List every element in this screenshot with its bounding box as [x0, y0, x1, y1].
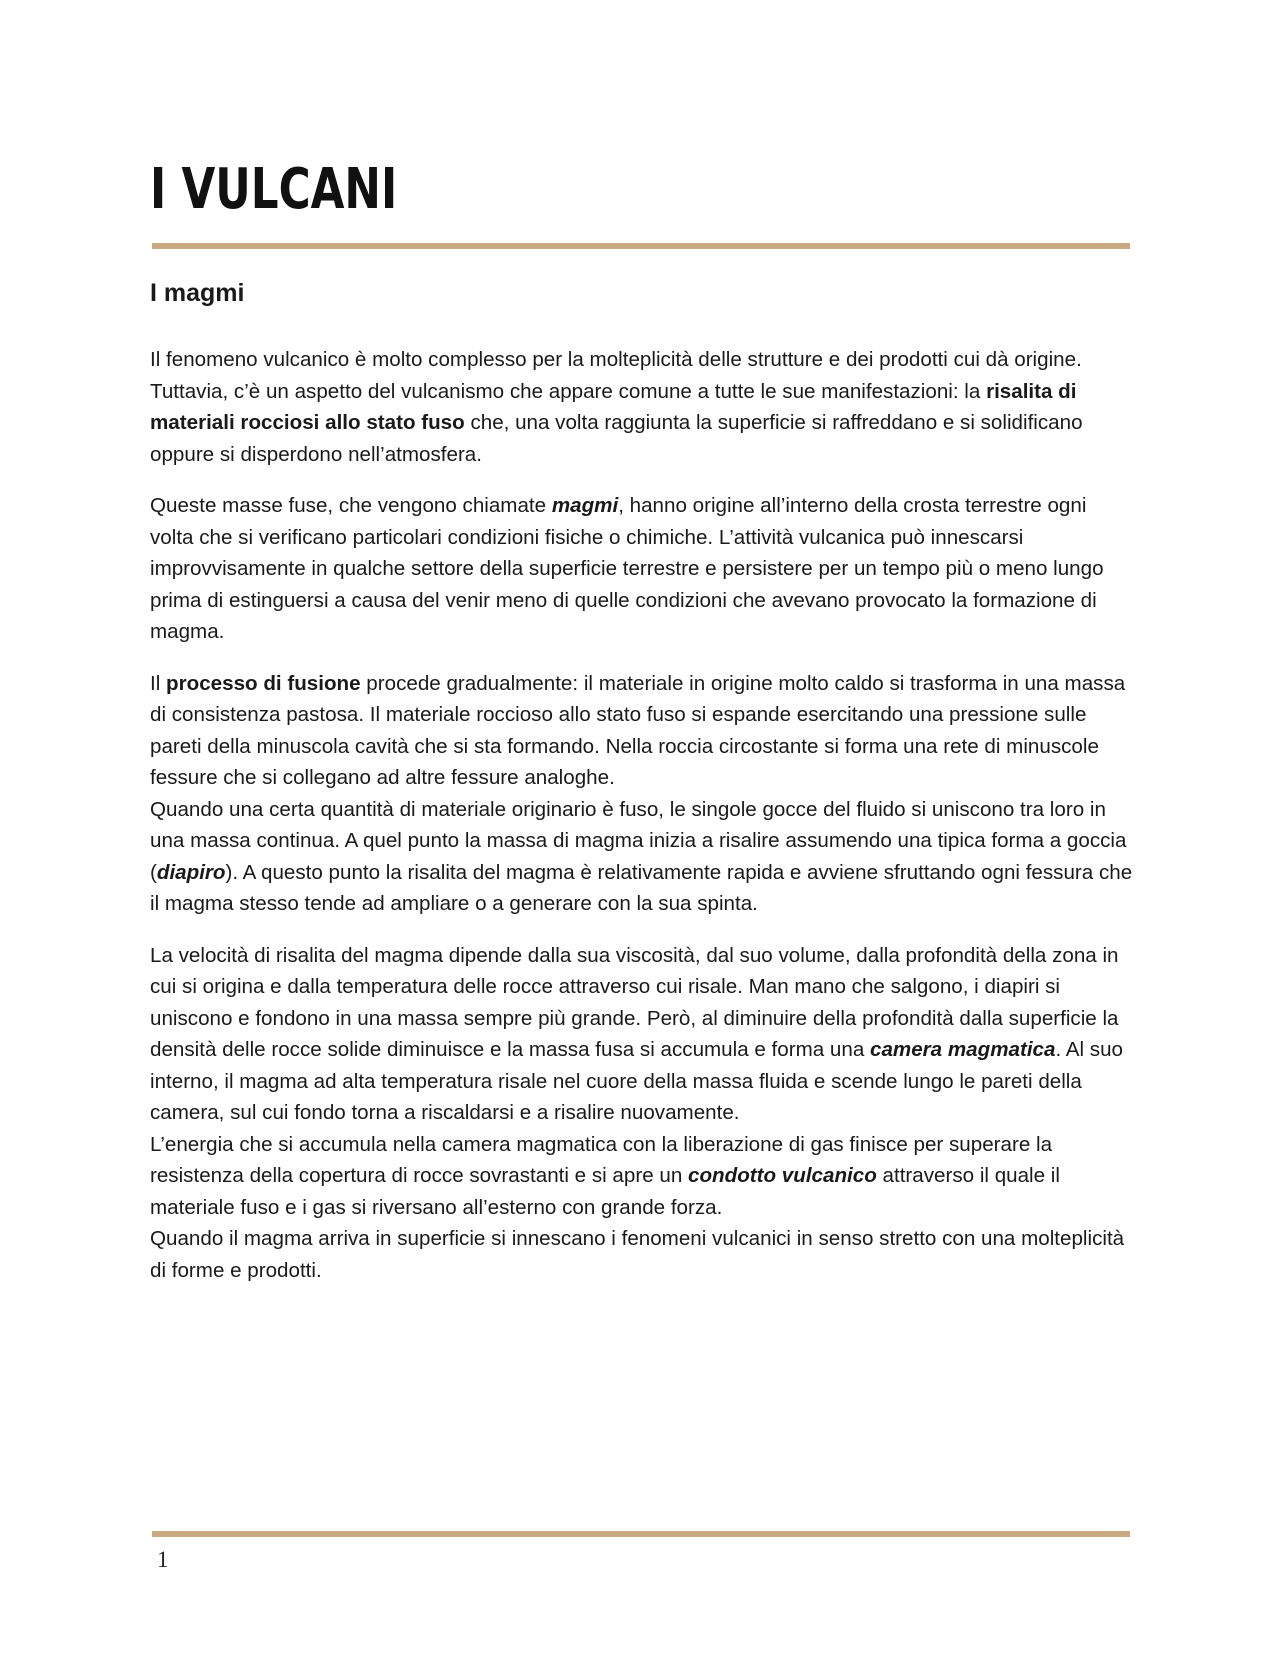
paragraph	[150, 668, 1135, 920]
body-text	[150, 344, 1135, 1306]
paragraph	[150, 344, 1135, 470]
section-heading: I magmi	[150, 279, 245, 307]
paragraph-text: L’energia che si accumula nella camera magmatica con la liberazione di gas finisce per superare la resistenza della copertura di rocce sovrastanti e si apre un	[150, 1132, 1053, 1187]
bold-phrase: risalita di materiali rocciosi allo stato fuso	[150, 379, 1077, 434]
paragraph-text: ). A questo punto la risalita del magma è relativamente rapida e avviene sfruttando ogni fessura che il magma stesso tende ad ampliare o a generare con la sua spinta.	[150, 860, 1133, 915]
footer-divider	[152, 1531, 1130, 1537]
page-number: 1	[157, 1547, 169, 1572]
paragraph-text: , hanno origine all’interno della crosta terrestre ogni volta che si verificano particolari condizioni fisiche o chimiche. L’attività vulcanica può innescarsi improvvisamente in qualche settore della superficie terrestre e persistere per un tempo più o meno lungo prima di estinguersi a causa del venir meno di quelle condizioni che avevano provocato la formazione di magma.	[150, 494, 1104, 643]
paragraph-text: Quando una certa quantità di materiale originario è fuso, le singole gocce del fluido si uniscono tra loro in una massa continua. A quel punto la massa di magma inizia a risalire assumendo una tipica forma a goccia (	[150, 797, 1127, 884]
bold-italic-term: condotto vulcanico	[688, 1164, 877, 1187]
paragraph	[150, 490, 1135, 648]
title-divider	[152, 243, 1130, 249]
paragraph-text: procede gradualmente: il materiale in origine molto caldo si trasforma in una massa di consistenza pastosa. Il materiale roccioso allo stato fuso si espande esercitando una pressione sulle pareti della minuscola cavità che si sta formando. Nella roccia circostante si forma una rete di minuscole fessure che si collegano ad altre fessure analoghe.	[150, 671, 1126, 789]
page-title: I VULCANI	[150, 157, 398, 222]
paragraph-text: che, una volta raggiunta la superficie si raffreddano e si solidificano oppure si disperdono nell’atmosfera.	[150, 411, 1083, 466]
paragraph-text: . Al suo interno, il magma ad alta temperatura risale nel cuore della massa fluida e scende lungo le pareti della camera, sul cui fondo torna a riscaldarsi e a risalire nuovamente.	[150, 1038, 1124, 1124]
paragraph	[150, 940, 1135, 1287]
paragraph-text: Il fenomeno vulcanico è molto complesso per la molteplicità delle strutture e dei prodotti cui dà origine. Tuttavia, c’è un aspetto del vulcanismo che appare comune a tutte le sue manifestazioni: la	[150, 348, 1082, 403]
paragraph-text: attraverso il quale il materiale fuso e i gas si riversano all’esterno con grande forza.	[150, 1164, 1060, 1219]
bold-italic-term: magmi	[551, 494, 619, 517]
bold-italic-term: camera magmatica	[870, 1038, 1056, 1061]
paragraph-text: La velocità di risalita del magma dipende dalla sua viscosità, dal suo volume, dalla profondità della zona in cui si origina e dalla temperatura delle rocce attraverso cui risale. Man mano che salgono, i diapiri si uniscono e fondono in una massa sempre più grande. Però, al diminuire della profondità dalla superficie la densità delle rocce solide diminuisce e la massa fusa si accumula e forma una	[150, 943, 1119, 1061]
paragraph-text: Quando il magma arriva in superficie si innescano i fenomeni vulcanici in senso stretto con una molteplicità di forme e prodotti.	[150, 1227, 1125, 1282]
bold-phrase: processo di fusione	[166, 671, 361, 695]
paragraph-text: Queste masse fuse, che vengono chiamate	[150, 494, 552, 517]
bold-italic-term: diapiro	[156, 860, 226, 884]
paragraph-text: Il	[150, 671, 167, 695]
